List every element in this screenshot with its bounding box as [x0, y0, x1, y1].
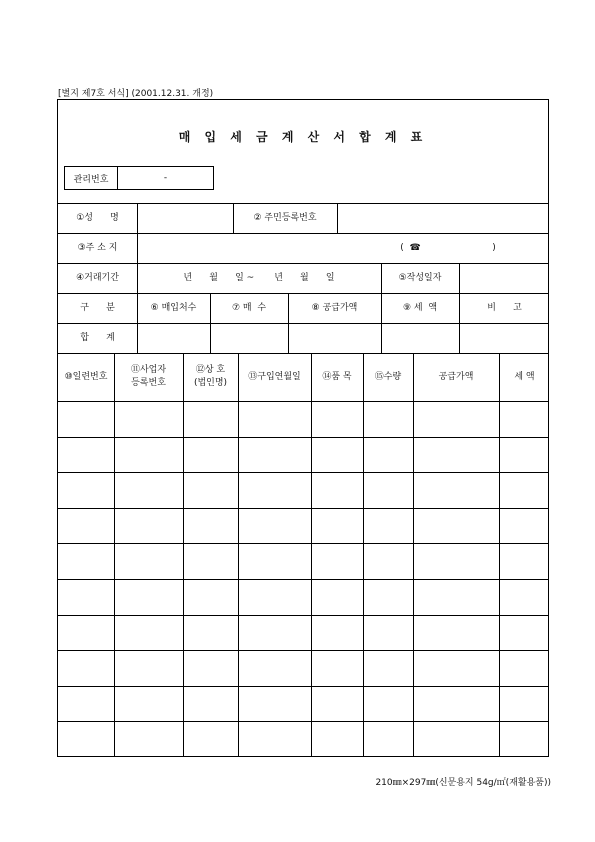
table-cell[interactable] [499, 615, 550, 651]
date-field[interactable] [459, 263, 550, 293]
table-cell[interactable] [499, 579, 550, 615]
table-cell[interactable] [238, 686, 311, 722]
table-cell[interactable] [363, 721, 413, 757]
supply-amount-label: ⑧ 공급가액 [311, 302, 358, 313]
sheet-count-label: ⑦ 매 수 [231, 302, 267, 313]
purchase-count-label: ⑥ 매입처수 [150, 302, 197, 313]
detail-header: ⑩일련번호 [64, 371, 108, 382]
table-cell[interactable] [58, 543, 114, 579]
management-number-label: 관리번호 [65, 167, 118, 189]
table-cell[interactable] [499, 472, 550, 508]
table-cell[interactable] [413, 615, 499, 651]
management-number-box [64, 166, 214, 190]
table-cell[interactable] [58, 579, 114, 615]
table-cell[interactable] [311, 508, 363, 544]
form-number-label: [별지 제7호 서식] (2001.12.31. 개정) [58, 89, 214, 99]
detail-header: ⑮수량 [374, 371, 402, 382]
table-cell[interactable] [311, 615, 363, 651]
table-cell[interactable] [58, 472, 114, 508]
table-cell[interactable] [363, 543, 413, 579]
table-cell[interactable] [363, 579, 413, 615]
name-field[interactable] [137, 203, 233, 233]
date-label: ⑤작성일자 [398, 272, 442, 283]
detail-header: ⑫상 호 (법인명) [193, 365, 228, 388]
tax-amount-label: ⑨ 세 액 [402, 302, 438, 313]
rrn-label: ② 주민등록번호 [253, 212, 317, 223]
table-cell[interactable] [238, 508, 311, 544]
table-cell[interactable] [363, 508, 413, 544]
table-cell[interactable] [183, 579, 238, 615]
table-cell[interactable] [238, 721, 311, 757]
tax-invoice-summary-form [57, 99, 549, 757]
name-label: ①성 명 [76, 212, 119, 223]
detail-header: 공급가액 [438, 371, 474, 382]
table-cell[interactable] [311, 686, 363, 722]
table-cell[interactable] [499, 401, 550, 437]
table-cell[interactable] [311, 437, 363, 473]
table-cell[interactable] [413, 543, 499, 579]
total-label: 합 계 [80, 332, 115, 343]
table-cell[interactable] [114, 686, 183, 722]
table-cell[interactable] [183, 615, 238, 651]
table-cell[interactable] [183, 437, 238, 473]
detail-header: ⑭품 목 [322, 371, 352, 382]
table-cell[interactable] [114, 543, 183, 579]
detail-header: ⑪사업자 등록번호 [130, 365, 167, 388]
table-cell[interactable] [413, 437, 499, 473]
table-cell[interactable] [58, 508, 114, 544]
table-cell[interactable] [238, 401, 311, 437]
table-cell[interactable] [363, 472, 413, 508]
address-label: ③주 소 지 [77, 242, 118, 253]
detail-header: ⑬구입연월일 [248, 371, 301, 382]
table-cell[interactable] [363, 686, 413, 722]
table-cell[interactable] [363, 650, 413, 686]
paper-spec: 210㎜×297㎜(신문용지 54g/㎡(재활용품)) [375, 778, 551, 788]
table-cell[interactable] [311, 472, 363, 508]
table-cell[interactable] [499, 721, 550, 757]
table-cell[interactable] [238, 437, 311, 473]
rrn-field[interactable] [337, 203, 550, 233]
table-cell[interactable] [183, 508, 238, 544]
form-title: 매 입 세 금 계 산 서 합 계 표 [178, 130, 428, 144]
table-cell[interactable] [311, 543, 363, 579]
table-cell[interactable] [58, 721, 114, 757]
table-cell[interactable] [413, 472, 499, 508]
table-cell[interactable] [58, 437, 114, 473]
table-cell[interactable] [499, 650, 550, 686]
table-cell[interactable] [413, 650, 499, 686]
table-cell[interactable] [183, 686, 238, 722]
table-cell[interactable] [413, 686, 499, 722]
table-cell[interactable] [114, 721, 183, 757]
table-cell[interactable] [499, 543, 550, 579]
table-cell[interactable] [413, 401, 499, 437]
table-cell[interactable] [238, 650, 311, 686]
table-cell[interactable] [413, 721, 499, 757]
table-cell[interactable] [58, 650, 114, 686]
table-cell[interactable] [58, 686, 114, 722]
table-cell[interactable] [183, 721, 238, 757]
remarks-label: 비 고 [487, 302, 522, 313]
table-cell[interactable] [499, 437, 550, 473]
table-cell[interactable] [114, 401, 183, 437]
table-cell[interactable] [58, 615, 114, 651]
table-cell[interactable] [183, 472, 238, 508]
table-cell[interactable] [114, 508, 183, 544]
phone-field[interactable]: ( ☎ ) [400, 242, 496, 253]
table-cell[interactable] [183, 543, 238, 579]
table-cell[interactable] [311, 401, 363, 437]
table-cell[interactable] [238, 615, 311, 651]
table-cell[interactable] [363, 401, 413, 437]
division-label: 구 분 [80, 302, 115, 313]
table-cell[interactable] [183, 401, 238, 437]
table-cell[interactable] [413, 579, 499, 615]
table-cell[interactable] [363, 615, 413, 651]
table-cell[interactable] [114, 650, 183, 686]
table-cell[interactable] [58, 401, 114, 437]
table-cell[interactable] [114, 472, 183, 508]
table-cell[interactable] [238, 579, 311, 615]
table-cell[interactable] [114, 579, 183, 615]
table-cell[interactable] [311, 579, 363, 615]
management-number-field[interactable]: - [163, 173, 168, 183]
table-cell[interactable] [114, 437, 183, 473]
table-cell[interactable] [238, 472, 311, 508]
table-cell[interactable] [499, 686, 550, 722]
table-cell[interactable] [311, 721, 363, 757]
detail-header: 세 액 [514, 371, 535, 382]
period-label: ④거래기간 [76, 272, 119, 283]
table-cell[interactable] [363, 437, 413, 473]
table-cell[interactable] [499, 508, 550, 544]
table-cell[interactable] [413, 508, 499, 544]
table-cell[interactable] [311, 650, 363, 686]
table-cell[interactable] [238, 543, 311, 579]
table-cell[interactable] [183, 650, 238, 686]
table-cell[interactable] [114, 615, 183, 651]
period-field[interactable]: 년 월 일 ~ 년 월 일 [183, 272, 335, 283]
